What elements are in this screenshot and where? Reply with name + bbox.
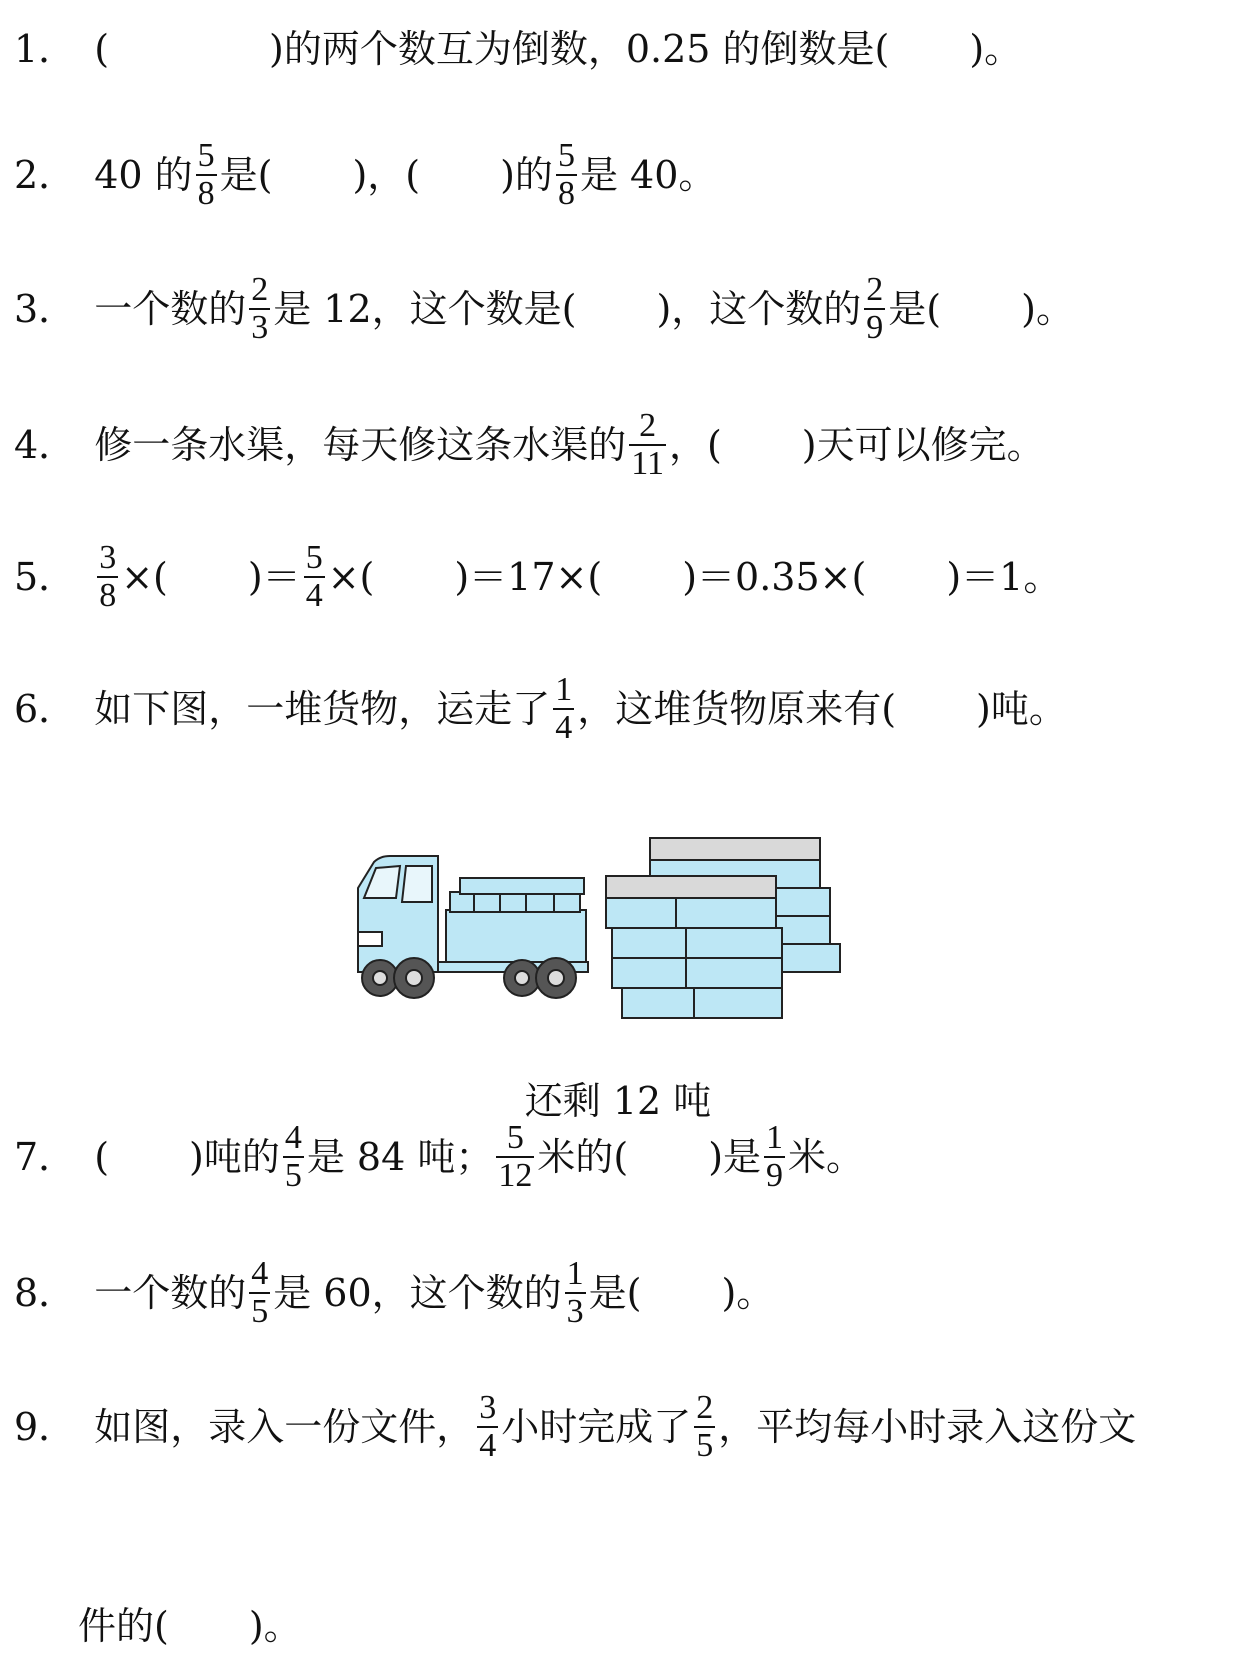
- question-number: 4．: [14, 422, 77, 467]
- question-text: 件的(: [78, 1604, 169, 1648]
- question-5: [14, 540, 1222, 613]
- question-text: ×(: [121, 554, 168, 599]
- question-text: )＝0.35×(: [682, 554, 867, 599]
- question-text: )。: [969, 27, 1023, 71]
- question-number: 3．: [14, 286, 77, 331]
- figure-caption: 还剩 12 吨: [524, 1079, 712, 1123]
- question-text: 如下图，一堆货物，运走了: [94, 686, 551, 731]
- question-text: )吨。: [976, 686, 1067, 731]
- question-number: 9．: [14, 1404, 77, 1449]
- question-text: 是 60，这个数的: [273, 1270, 562, 1315]
- question-7: [14, 1120, 1222, 1193]
- question-1: [14, 27, 1222, 71]
- question-text: 一个数的: [94, 286, 247, 331]
- question-text: 是 84 吨；: [306, 1134, 494, 1179]
- question-text: )的: [500, 152, 553, 197]
- fraction: $\frac{5}{12}$: [498, 1119, 533, 1194]
- question-text: 米的(: [537, 1134, 629, 1179]
- question-text: )＝17×(: [454, 554, 603, 599]
- truck-cargo-illustration: [350, 832, 890, 1032]
- fraction: $\frac{2}{5}$: [696, 1389, 714, 1464]
- question-text: 小时完成了: [501, 1404, 692, 1449]
- question-text: 米。: [788, 1134, 865, 1179]
- question-number: 1．: [14, 27, 77, 71]
- question-text: )天可以修完。: [801, 422, 1045, 467]
- truck-cargo-image: [350, 832, 890, 1032]
- question-text: )的两个数互为倒数，0.25 的倒数是(: [269, 27, 890, 71]
- question-number: 6．: [14, 686, 77, 731]
- question-text: )＝1。: [946, 554, 1062, 599]
- fraction: $\frac{2}{3}$: [251, 271, 269, 346]
- question-text: )。: [1021, 286, 1074, 331]
- question-text: )＝: [247, 554, 301, 599]
- question-number: 7．: [14, 1134, 77, 1179]
- question-text: ，(: [668, 422, 722, 467]
- fraction: $\frac{3}{8}$: [99, 539, 117, 614]
- fraction: $\frac{1}{9}$: [766, 1119, 784, 1194]
- question-text: 是 40。: [579, 152, 717, 197]
- question-8: [14, 1256, 1222, 1329]
- question-2: [14, 138, 1222, 211]
- fraction: $\frac{4}{5}$: [251, 1255, 269, 1330]
- question-text: 一个数的: [94, 1270, 247, 1315]
- question-text: 是(: [588, 1270, 642, 1315]
- question-text: )，(: [352, 152, 421, 197]
- question-text: 40 的: [94, 152, 193, 197]
- question-text: 如图，录入一份文件，: [94, 1404, 475, 1449]
- fraction: $\frac{1}{3}$: [566, 1255, 584, 1330]
- question-number: 8．: [14, 1270, 77, 1315]
- fraction: $\frac{1}{4}$: [555, 671, 573, 746]
- question-text: )吨的: [189, 1134, 280, 1179]
- question-text: 是 12，这个数是(: [273, 286, 577, 331]
- question-text: )。: [248, 1604, 302, 1648]
- question-number: 5．: [14, 554, 77, 599]
- fraction: $\frac{2}{11}$: [631, 407, 664, 482]
- question-text: 修一条水渠，每天修这条水渠的: [94, 422, 627, 467]
- question-9: [14, 1390, 1222, 1463]
- fraction: $\frac{2}{9}$: [866, 271, 884, 346]
- question-4: [14, 408, 1222, 481]
- question-6: [14, 672, 1222, 745]
- question-text: 是(: [888, 286, 942, 331]
- question-text: (: [94, 27, 110, 71]
- question-text: ，平均每小时录入这份文: [718, 1404, 1137, 1449]
- question-text: )。: [721, 1270, 775, 1315]
- question-text: )，这个数的: [656, 286, 862, 331]
- fraction: $\frac{5}{8}$: [557, 137, 575, 212]
- fraction: $\frac{5}{8}$: [197, 137, 215, 212]
- question-text: (: [94, 1134, 110, 1179]
- question-3: [14, 272, 1222, 345]
- question-text: ，这堆货物原来有(: [577, 686, 897, 731]
- fraction: $\frac{3}{4}$: [479, 1389, 497, 1464]
- fraction: $\frac{5}{4}$: [305, 539, 323, 614]
- fraction: $\frac{4}{5}$: [284, 1119, 302, 1194]
- question-text: 是(: [219, 152, 273, 197]
- question-text: )是: [708, 1134, 762, 1179]
- question-number: 2．: [14, 152, 77, 197]
- question-9-continuation: [78, 1595, 302, 1650]
- question-text: ×(: [327, 554, 375, 599]
